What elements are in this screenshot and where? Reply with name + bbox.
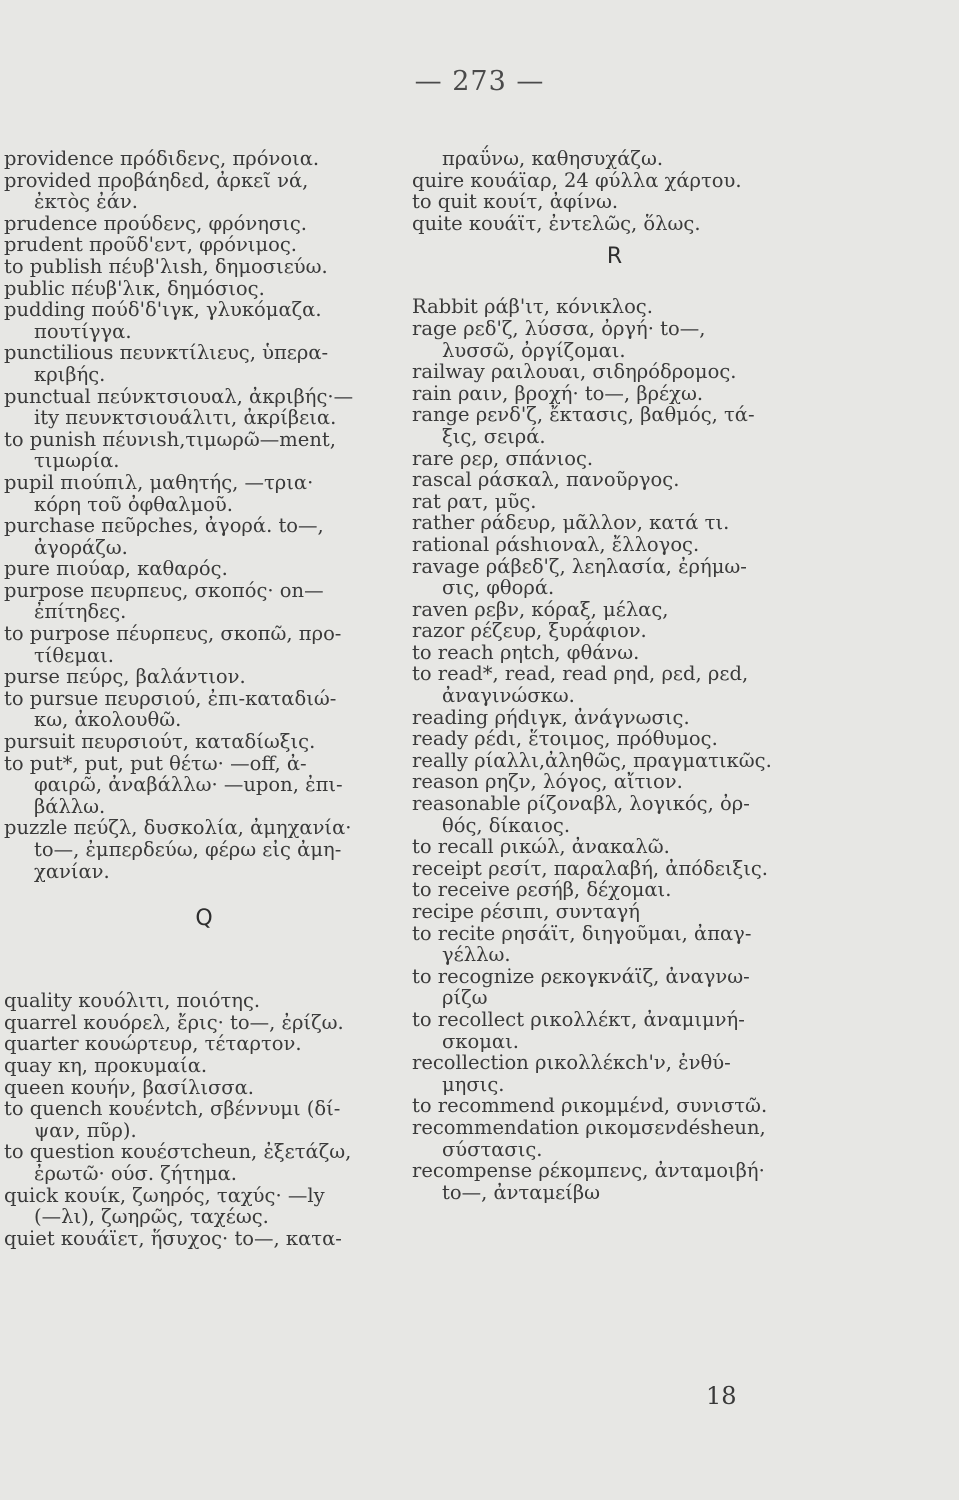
dictionary-entry: quick κουίκ, ζωηρός, ταχύς· —ly	[4, 1183, 325, 1207]
dictionary-entry: to question κουέστcheun, ἐξετάζω,	[4, 1140, 352, 1164]
dictionary-entry: purpose πευρπευς, σκοπός· on—	[4, 578, 324, 602]
dictionary-entry: range ρενδ'ζ, ἔκτασις, βαθμός, τά-	[412, 403, 755, 427]
dictionary-entry: to publish πέυβ'λιsh, δημοσιεύω.	[4, 254, 328, 278]
dictionary-entry: rat ρατ, μῦς.	[412, 489, 537, 513]
entry-continuation: κόρη τοῦ ὀφθαλμοῦ.	[34, 492, 233, 516]
entry-continuation: (—λι), ζωηρῶς, ταχέως.	[34, 1205, 269, 1229]
dictionary-entry: queen κουήν, βασίλισσα.	[4, 1075, 254, 1099]
dictionary-entry: rain ραιν, βροχή· to—, βρέχω.	[412, 381, 704, 405]
entry-continuation: φαιρῶ, ἀναβάλλω· —upon, ἐπι-	[34, 773, 343, 797]
entry-continuation: κω, ἀκολουθῶ.	[34, 708, 182, 732]
dictionary-entry: pupil πιούπιλ, μαθητής, —τρια·	[4, 470, 314, 494]
signature-mark: 18	[706, 1382, 737, 1410]
entry-continuation: to—, ἀνταμείβω	[442, 1180, 601, 1204]
dictionary-entry: rational ράshιοναλ, ἔλλογος.	[412, 532, 700, 556]
dictionary-entry: to purpose πέυρπευς, σκοπῶ, προ-	[4, 622, 342, 646]
dictionary-entry: reading ρήdιγκ, ἀνάγνωσις.	[412, 705, 690, 729]
dictionary-entry: puzzle πεύζλ, δυσκολία, ἀμηχανία·	[4, 816, 352, 840]
entry-continuation: χανίαν.	[34, 859, 110, 883]
left-column	[4, 148, 404, 1249]
entry-continuation: κριβής.	[34, 362, 106, 386]
entry-continuation: μησις.	[442, 1072, 505, 1096]
entry-continuation: λυσσῶ, ὀργίζομαι.	[442, 338, 626, 362]
entry-continuation: σκομαι.	[442, 1029, 519, 1053]
entry-continuation: τιμωρία.	[34, 449, 120, 473]
entry-continuation: πραΰνω, καθησυχάζω.	[442, 147, 664, 170]
dictionary-entry: rather ράδευρ, μᾶλλον, κατά τι.	[412, 511, 730, 535]
dictionary-entry: to recite ρησάϊτ, διηγοῦμαι, ἀπαγ-	[412, 921, 752, 945]
dictionary-entry: rascal ράσκαλ, πανοῦργος.	[412, 468, 680, 492]
dictionary-entry: public πέυβ'λικ, δημόσιος.	[4, 276, 265, 300]
dictionary-entry: rage ρεδ'ζ, λύσσα, ὀργή· to—,	[412, 316, 706, 340]
dictionary-entry: reasonable ρίζοναβλ, λογικός, ὀρ-	[412, 792, 750, 816]
right-column	[412, 148, 817, 1203]
section-letter: R	[606, 244, 623, 270]
entry-continuation: ξις, σειρά.	[442, 424, 546, 448]
entry-continuation: ψαν, πῦρ).	[34, 1118, 137, 1142]
dictionary-entry: really ρίαλλι,ἀληθῶς, πραγματικῶς.	[412, 748, 772, 772]
dictionary-entry: purse πεύρς, βαλάντιον.	[4, 665, 246, 689]
page-number: — 273 —	[414, 66, 545, 97]
entry-continuation: ἐρωτῶ· ούσ. ζήτημα.	[34, 1161, 237, 1185]
entry-continuation: ity πευνκτσιουάλιτι, ἀκρίβεια.	[34, 406, 337, 430]
dictionary-entry: razor ρέζευρ, ξυράφιον.	[412, 619, 647, 643]
entry-continuation: τίθεμαι.	[34, 643, 114, 667]
dictionary-entry: quiet κουάϊετ, ἥσυχος· to—, κατα-	[4, 1226, 342, 1250]
dictionary-entry: to recognize ρεκογκνάϊζ, ἀναγνω-	[412, 964, 750, 988]
entry-continuation: σύστασις.	[442, 1137, 543, 1161]
entry-continuation: πουτίγγα.	[34, 319, 132, 343]
dictionary-entry: reason ρηζν, λόγος, αἴτιον.	[412, 770, 683, 794]
dictionary-entry: to put*, put, put θέτω· —off, ἀ-	[4, 751, 307, 775]
dictionary-entry: recollection ρικολλέκch'ν, ἐνθύ-	[412, 1051, 731, 1075]
entry-continuation: ἐκτὸς ἐάν.	[34, 190, 138, 214]
dictionary-entry: quarrel κουόρελ, ἔρις· to—, ἐρίζω.	[4, 1010, 344, 1034]
section-letter: Q	[195, 906, 213, 932]
dictionary-entry: to quit κουίτ, ἀφίνω.	[412, 190, 619, 214]
dictionary-entry: provided προβάηδεd, ἀρκεῖ νά,	[4, 168, 309, 192]
dictionary-entry: pudding πούδ'δ'ιγκ, γλυκόμαζα.	[4, 298, 322, 322]
dictionary-entry: punctilious πευνκτίλιευς, ὑπερα-	[4, 341, 329, 365]
dictionary-entry: to pursue πευρσιού, ἐπι-καταδιώ-	[4, 686, 337, 710]
dictionary-entry: prudent προῦδ'εντ, φρόνιμος.	[4, 233, 297, 257]
dictionary-entry: to recall ρικώλ, ἀνακαλῶ.	[412, 835, 670, 859]
dictionary-entry: providence πρόδιδενς, πρόνοια.	[4, 147, 320, 170]
entry-continuation: ἀγοράζω.	[34, 535, 128, 559]
dictionary-entry: quarter κουώρτευρ, τέταρτον.	[4, 1032, 302, 1056]
dictionary-entry: ravage ράβεδ'ζ, λεηλασία, ἐρήμω-	[412, 554, 747, 578]
dictionary-entry: rare ρερ, σπάνιος.	[412, 446, 594, 470]
dictionary-entry: Rabbit ράβ'ιτ, κόνικλος.	[412, 295, 653, 319]
dictionary-entry: to recollect ρικολλέκτ, ἀναμιμνή-	[412, 1007, 745, 1031]
entry-continuation: ἐπίτηδες.	[34, 600, 127, 624]
dictionary-entry: receipt ρεσίτ, παραλαβή, ἀπόδειξις.	[412, 856, 768, 880]
dictionary-entry: to read*, read, read ρηd, ρεd, ρεd,	[412, 662, 749, 686]
entry-continuation: θός, δίκαιος.	[442, 813, 571, 837]
dictionary-entry: prudence προύδενς, φρόνησις.	[4, 211, 307, 235]
entry-continuation: βάλλω.	[34, 794, 106, 818]
dictionary-entry: quite κουάϊτ, ἐντελῶς, ὅλως.	[412, 211, 701, 235]
dictionary-entry: to punish πέυνιsh,τιμωρῶ—ment,	[4, 427, 336, 451]
dictionary-entry: purchase πεῦρches, ἀγορά. to—,	[4, 514, 324, 538]
dictionary-entry: punctual πεύνκτσιουαλ, ἀκριβής·—	[4, 384, 354, 408]
dictionary-entry: quay κη, προκυμαία.	[4, 1053, 208, 1077]
dictionary-entry: to reach ρηtch, φθάνω.	[412, 640, 640, 664]
entry-continuation: ρίζω	[442, 986, 488, 1010]
dictionary-entry: quality κουόλιτι, ποιότης.	[4, 989, 261, 1013]
dictionary-entry: pursuit πευρσιούτ, καταδίωξις.	[4, 730, 316, 754]
dictionary-entry: to receive ρεσήβ, δέχομαι.	[412, 878, 672, 902]
dictionary-entry: quire κουάϊαρ, 24 φύλλα χάρτου.	[412, 168, 742, 192]
dictionary-entry: ready ρέdι, ἕτοιμος, πρόθυμος.	[412, 727, 718, 751]
dictionary-entry: to recommend ρικομμένd, συνιστῶ.	[412, 1094, 768, 1118]
dictionary-entry: recommendation ρικομσενdésheun,	[412, 1115, 766, 1139]
dictionary-entry: recompense ρέκομπενς, ἀνταμοιβή·	[412, 1159, 765, 1183]
entry-continuation: ἀναγινώσκω.	[442, 684, 575, 708]
entry-continuation: σις, φθορά.	[442, 576, 555, 600]
dictionary-entry: recipe ρέσιπι, συνταγή	[412, 900, 640, 923]
dictionary-entry: raven ρεβν, κόραξ, μέλας,	[412, 597, 669, 621]
entry-continuation: γέλλω.	[442, 943, 511, 967]
dictionary-entry: railway ραιλουαι, σιδηρόδρομος.	[412, 360, 737, 384]
entry-continuation: to—, ἐμπερδεύω, φέρω εἰς ἀμη-	[34, 838, 342, 861]
dictionary-entry: pure πιούαρ, καθαρός.	[4, 557, 228, 581]
dictionary-entry: to quench κουένtch, σβέννυμι (δί-	[4, 1097, 341, 1121]
